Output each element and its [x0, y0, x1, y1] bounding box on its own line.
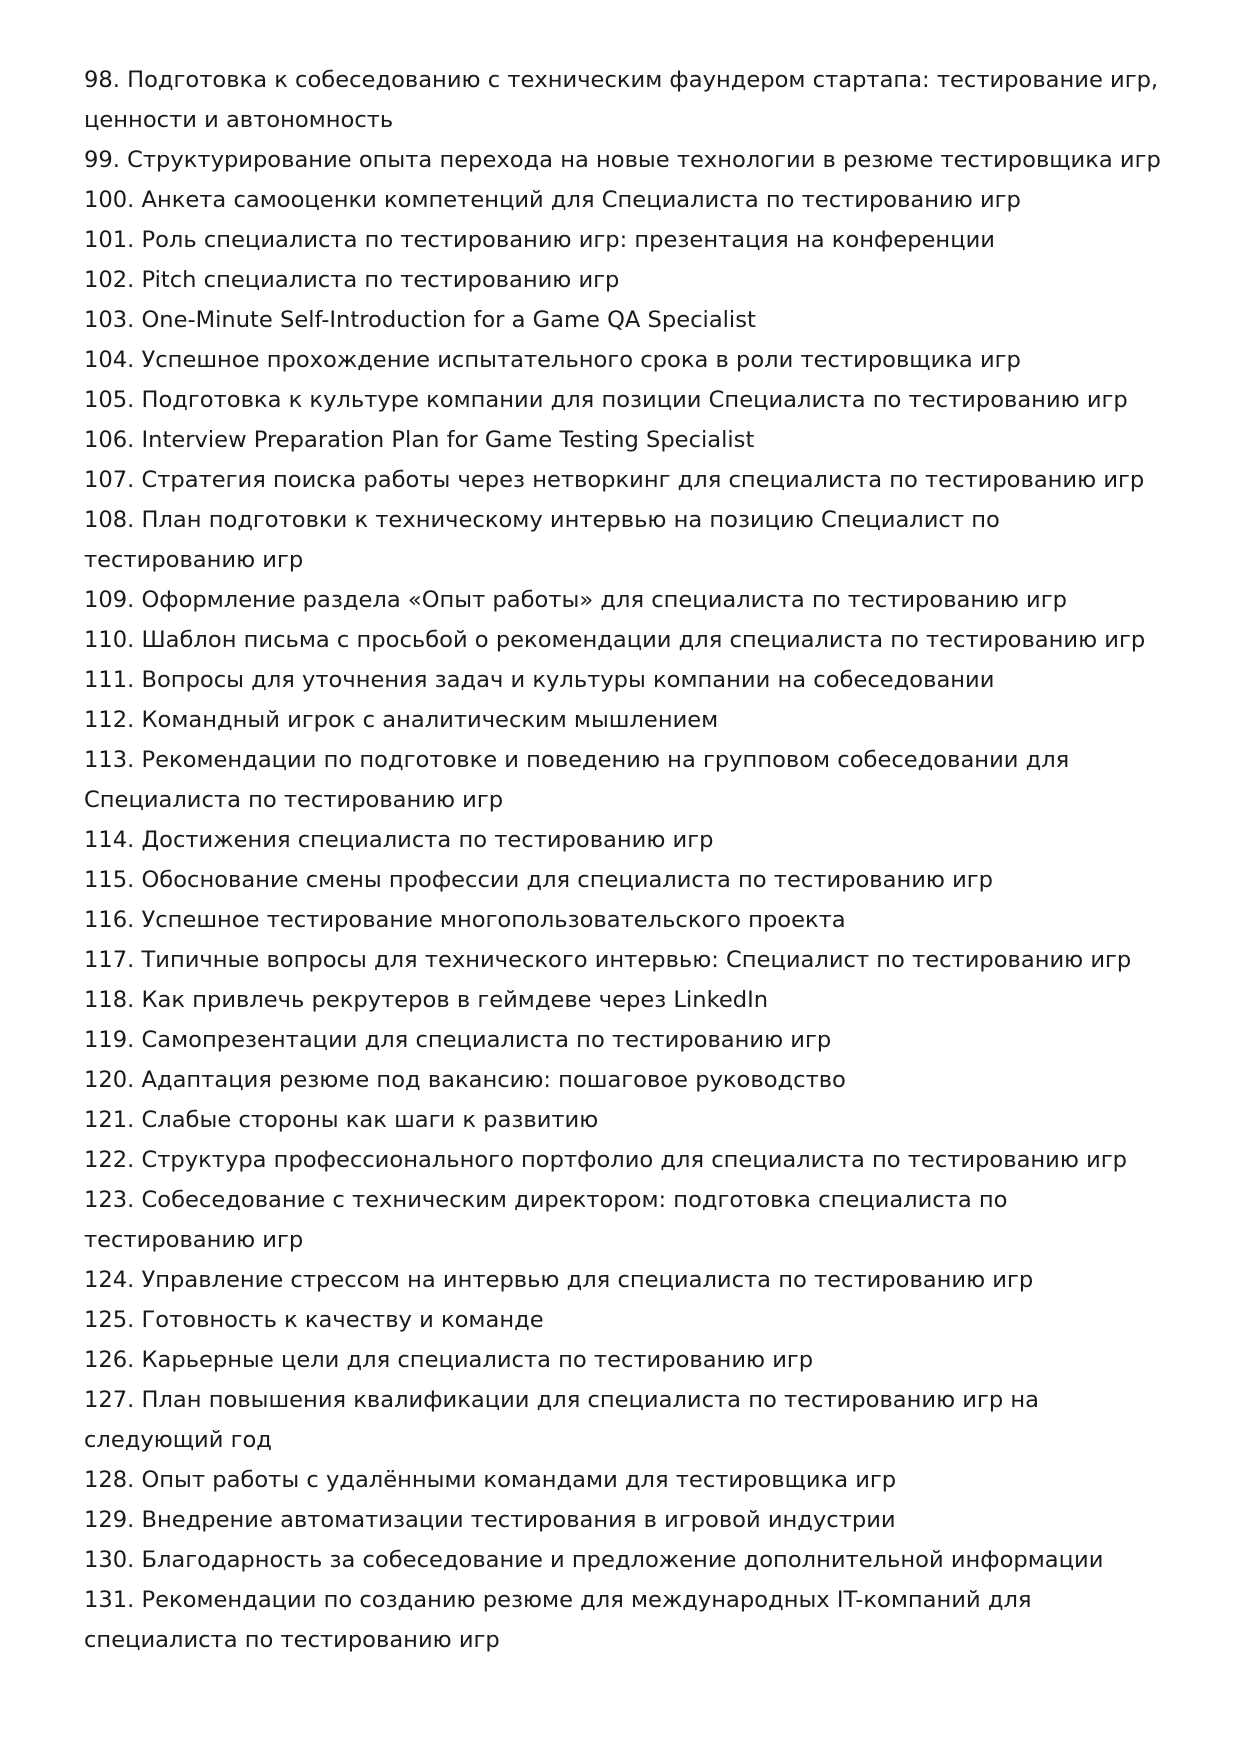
list-item: 107. Стратегия поиска работы через нетворкинг для специалиста по тестированию игр — [84, 467, 1145, 493]
list-item: 104. Успешное прохождение испытательного срока в роли тестировщика игр — [84, 347, 1021, 373]
list-item: 105. Подготовка к культуре компании для позиции Специалиста по тестированию игр — [84, 387, 1128, 413]
list-item: 130. Благодарность за собеседование и предложение дополнительной информации — [84, 1547, 1104, 1573]
list-item: 119. Самопрезентации для специалиста по тестированию игр — [84, 1027, 832, 1053]
list-item: 122. Структура профессионального портфолио для специалиста по тестированию игр — [84, 1147, 1127, 1173]
list-item: 110. Шаблон письма с просьбой о рекомендации для специалиста по тестированию игр — [84, 627, 1146, 653]
list-item: 123. Собеседование с техническим директором: подготовка специалиста по тестированию игр — [84, 1187, 1008, 1253]
list-item: 108. План подготовки к техническому интервью на позицию Специалист по тестированию игр — [84, 507, 1000, 573]
list-item: 126. Карьерные цели для специалиста по тестированию игр — [84, 1347, 814, 1373]
list-item: 100. Анкета самооценки компетенций для Специалиста по тестированию игр — [84, 187, 1021, 213]
list-item: 127. План повышения квалификации для специалиста по тестированию игр на следующий год — [84, 1387, 1039, 1453]
list-item: 124. Управление стрессом на интервью для специалиста по тестированию игр — [84, 1267, 1034, 1293]
list-item: 98. Подготовка к собеседованию с техническим фаундером стартапа: тестирование игр, ценности и автономность — [84, 67, 1159, 133]
list-item: 113. Рекомендации по подготовке и поведению на групповом собеседовании для Специалиста по тестированию игр — [84, 747, 1070, 813]
list-item: 115. Обоснование смены профессии для специалиста по тестированию игр — [84, 867, 994, 893]
list-item: 120. Адаптация резюме под вакансию: пошаговое руководство — [84, 1067, 846, 1093]
list-item: 116. Успешное тестирование многопользовательского проекта — [84, 907, 846, 933]
list-item: 109. Оформление раздела «Опыт работы» для специалиста по тестированию игр — [84, 587, 1067, 613]
list-item: 99. Структурирование опыта перехода на новые технологии в резюме тестировщика игр — [84, 147, 1161, 173]
list-item: 111. Вопросы для уточнения задач и культуры компании на собеседовании — [84, 667, 995, 693]
list-item: 106. Interview Preparation Plan for Game Testing Specialist — [84, 427, 755, 453]
list-item: 121. Слабые стороны как шаги к развитию — [84, 1107, 599, 1133]
list-item: 102. Pitch специалиста по тестированию игр — [84, 267, 620, 293]
list-item: 112. Командный игрок с аналитическим мышлением — [84, 707, 719, 733]
list-item: 129. Внедрение автоматизации тестирования в игровой индустрии — [84, 1507, 896, 1533]
document-page — [84, 60, 1164, 1660]
list-item: 103. One-Minute Self-Introduction for a Game QA Specialist — [84, 307, 756, 333]
list-item: 118. Как привлечь рекрутеров в геймдеве через LinkedIn — [84, 987, 769, 1013]
list-item: 131. Рекомендации по созданию резюме для международных IT-компаний для специалиста по тестированию игр — [84, 1587, 1032, 1653]
list-item: 125. Готовность к качеству и команде — [84, 1307, 544, 1333]
list-item: 128. Опыт работы с удалёнными командами для тестировщика игр — [84, 1467, 897, 1493]
list-item: 117. Типичные вопросы для технического интервью: Специалист по тестированию игр — [84, 947, 1132, 973]
numbered-list — [84, 60, 1164, 1660]
list-item: 114. Достижения специалиста по тестированию игр — [84, 827, 714, 853]
list-item: 101. Роль специалиста по тестированию игр: презентация на конференции — [84, 227, 995, 253]
